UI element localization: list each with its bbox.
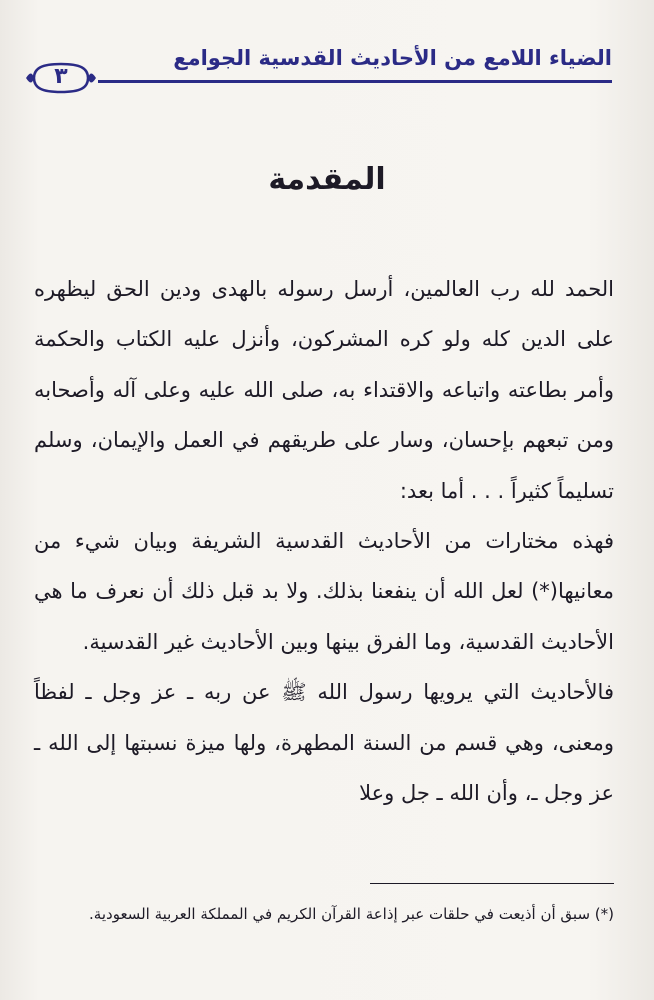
running-header (20, 38, 612, 94)
page-number: ٣ (54, 64, 68, 89)
footnote-separator (370, 883, 614, 884)
paragraph: فالأحاديث التي يرويها رسول الله ﷺ عن ربه ـ عز وجل ـ لفظاً ومعنى، وهي قسم من السنة المطهرة، ولها ميزة نسبتها إلى الله ـ عز وجل ـ، وأن الله ـ جل وعلا (34, 680, 614, 806)
section-title: المقدمة (268, 162, 386, 197)
paragraph: فهذه مختارات من الأحاديث القدسية الشريفة وبيان شيء من معانيها(*) لعل الله أن ينفعنا بذلك. ولا بد قبل ذلك أن نعرف ما هي الأحاديث القدسية، وما الفرق بينها وبين الأحاديث غير القدسية. (34, 529, 614, 654)
page-number-badge (24, 60, 98, 96)
running-header-title: الضياء اللامع من الأحاديث القدسية الجوامع (173, 46, 612, 70)
header-rule (98, 80, 612, 83)
paragraph: الحمد لله رب العالمين، أرسل رسوله بالهدى ودين الحق ليظهره على الدين كله ولو كره المشركون، وأنزل عليه الكتاب والحكمة وأمر بطاعته واتباعه والاقتداء به، صلى الله عليه وعلى آله وأصحابه ومن تبعهم بإحسان، وسار على طريقهم في العمل والإيمان، وسلم تسليماً كثيراً . . . أما بعد: (34, 277, 614, 503)
footnote: (*) سبق أن أذيعت في حلقات عبر إذاعة القرآن الكريم في المملكة العربية السعودية. (89, 905, 614, 923)
body-text (34, 264, 614, 818)
